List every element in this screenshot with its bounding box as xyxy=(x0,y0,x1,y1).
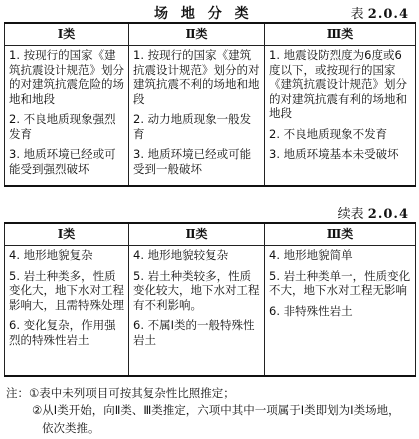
cont-class-2-item-5: 5. 岩土种类较多，性质变化较大，地下水对工程有不利影响。 xyxy=(133,268,260,312)
table1-number-prefix: 表 xyxy=(350,7,364,22)
cont-class-3-item-4: 4. 地形地貌简单 xyxy=(269,248,353,263)
table2-title-row xyxy=(0,200,419,220)
class-2-cell xyxy=(129,46,265,186)
cont-class-3-item-6: 6. 非特殊性岩土 xyxy=(269,303,353,318)
cont-header-class-3: Ⅲ类 xyxy=(265,223,416,246)
site-classification-table-continued xyxy=(4,222,416,377)
note-2-continued: 依次类推。 xyxy=(42,420,100,435)
table1-number-value: 2.0.4 xyxy=(367,7,409,22)
class-2-item-2: 2. 动力地质现象一般发育 xyxy=(133,112,252,141)
class-2-item-3: 3. 地质环境已经或可能受到一般破坏 xyxy=(133,147,252,176)
class-3-item-3: 3. 地质环境基本未受破坏 xyxy=(269,147,399,162)
class-1-cell xyxy=(5,46,129,186)
note-2: ②从Ⅰ类开始，向Ⅱ类、Ⅲ类推定，六项中其中一项属于Ⅰ类即划为Ⅰ类场地， xyxy=(32,403,400,418)
header-class-3: Ⅲ类 xyxy=(265,23,416,46)
table2-number xyxy=(338,203,409,222)
note-1: 注：①表中未列项目可按其复杂性比照推定； xyxy=(6,386,235,400)
cont-class-2-item-6: 6. 不属Ⅰ类的一般特殊性岩土 xyxy=(133,318,255,347)
cont-header-class-2: Ⅱ类 xyxy=(129,223,265,246)
class-3-item-1: 1. 地震设防烈度为6度或6度以下，或按现行的国家《建筑抗震设计规范》划分的对建筑抗震有利的场地和地段 xyxy=(269,48,407,121)
table2-title-prefix: 续表 xyxy=(337,207,364,222)
table1-number xyxy=(351,3,409,22)
header-class-2: Ⅱ类 xyxy=(129,23,265,46)
table-notes xyxy=(6,385,412,437)
cont-class-3-item-5: 5. 岩土种类单一，性质变化不大，地下水对工程无影响 xyxy=(269,268,411,298)
class-1-item-2: 2. 不良地质现象强烈发育 xyxy=(9,112,116,141)
class-3-item-2: 2. 不良地质现象不发育 xyxy=(269,126,388,141)
table1-title: 场 地 分 类 xyxy=(154,6,253,22)
cont-class-1-cell xyxy=(5,246,129,376)
cont-class-2-item-4: 4. 地形地貌较复杂 xyxy=(133,248,229,263)
cont-class-1-item-6: 6. 变化复杂，作用强烈的特殊性岩土 xyxy=(9,318,116,347)
class-1-item-3: 3. 地质环境已经或可能受到强烈破坏 xyxy=(9,147,116,176)
cont-class-3-cell xyxy=(265,246,416,376)
table1-title-row xyxy=(0,0,419,20)
header-class-1: Ⅰ类 xyxy=(5,23,129,46)
class-1-item-1: 1. 按现行的国家《建筑抗震设计规范》划分的对建筑抗震危险的场地和地段 xyxy=(9,48,124,106)
cont-class-1-item-4: 4. 地形地貌复杂 xyxy=(9,248,93,263)
site-classification-table xyxy=(4,22,416,187)
cont-class-1-item-5: 5. 岩土种类多，性质变化大，地下水对工程影响大，且需特殊处理 xyxy=(9,268,124,312)
cont-header-class-1: Ⅰ类 xyxy=(5,223,129,246)
table2-number-value: 2.0.4 xyxy=(367,207,409,222)
class-3-cell xyxy=(265,46,416,186)
class-2-item-1: 1. 按现行的国家《建筑抗震设计规范》划分的对建筑抗震不利的场地和地段 xyxy=(133,48,260,106)
cont-class-2-cell xyxy=(129,246,265,376)
